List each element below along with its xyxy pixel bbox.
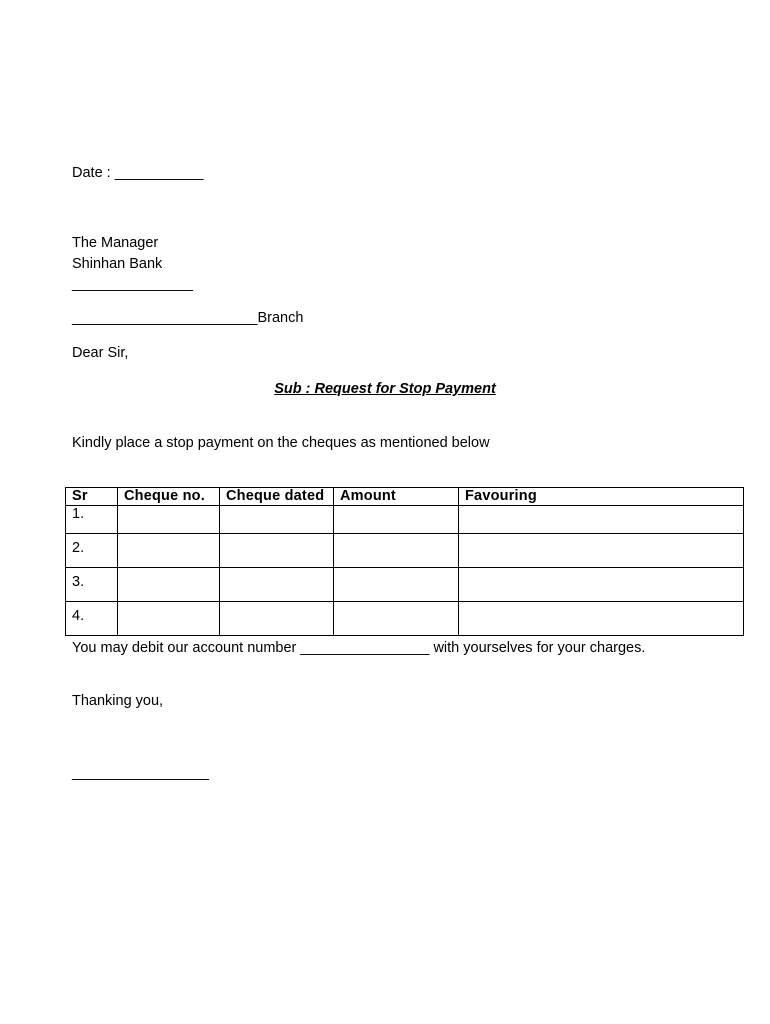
cell-sr: 4. — [66, 602, 118, 636]
addressee-title: The Manager — [72, 235, 159, 251]
cell-favouring — [459, 534, 744, 568]
cell-sr: 1. — [66, 506, 118, 534]
header-cheque-no: Cheque no. — [118, 488, 220, 506]
address-blank: _______________ — [72, 276, 193, 292]
branch-line: _______________________Branch — [72, 310, 304, 326]
table-row — [66, 602, 744, 636]
cell-cheque-dated — [220, 602, 334, 636]
cell-cheque-no — [118, 602, 220, 636]
header-sr: Sr — [66, 488, 118, 506]
cell-cheque-dated — [220, 506, 334, 534]
cell-sr: 2. — [66, 534, 118, 568]
intro-text: Kindly place a stop payment on the cheques as mentioned below — [72, 435, 490, 451]
cell-cheque-dated — [220, 568, 334, 602]
bank-name: Shinhan Bank — [72, 256, 163, 272]
cell-cheque-no — [118, 534, 220, 568]
cell-amount — [334, 568, 459, 602]
cell-cheque-dated — [220, 534, 334, 568]
header-cheque-dated: Cheque dated — [220, 488, 334, 506]
table-row — [66, 568, 744, 602]
header-favouring: Favouring — [459, 488, 744, 506]
debit-line: You may debit our account number ________________ with yourselves for your charges. — [72, 640, 646, 656]
table-row — [66, 506, 744, 534]
subject-line: Sub : Request for Stop Payment — [274, 381, 496, 397]
table-header-row — [66, 488, 744, 506]
cell-favouring — [459, 568, 744, 602]
cell-favouring — [459, 602, 744, 636]
header-amount: Amount — [334, 488, 459, 506]
date-line: Date : ___________ — [72, 165, 204, 181]
signature-blank: _________________ — [72, 765, 210, 781]
salutation: Dear Sir, — [72, 345, 129, 361]
cell-amount — [334, 534, 459, 568]
cell-amount — [334, 506, 459, 534]
cell-amount — [334, 602, 459, 636]
table-row — [66, 534, 744, 568]
cell-cheque-no — [118, 568, 220, 602]
cell-cheque-no — [118, 506, 220, 534]
closing-line: Thanking you, — [72, 693, 164, 709]
cell-favouring — [459, 506, 744, 534]
cheque-table — [65, 487, 744, 636]
cell-sr: 3. — [66, 568, 118, 602]
